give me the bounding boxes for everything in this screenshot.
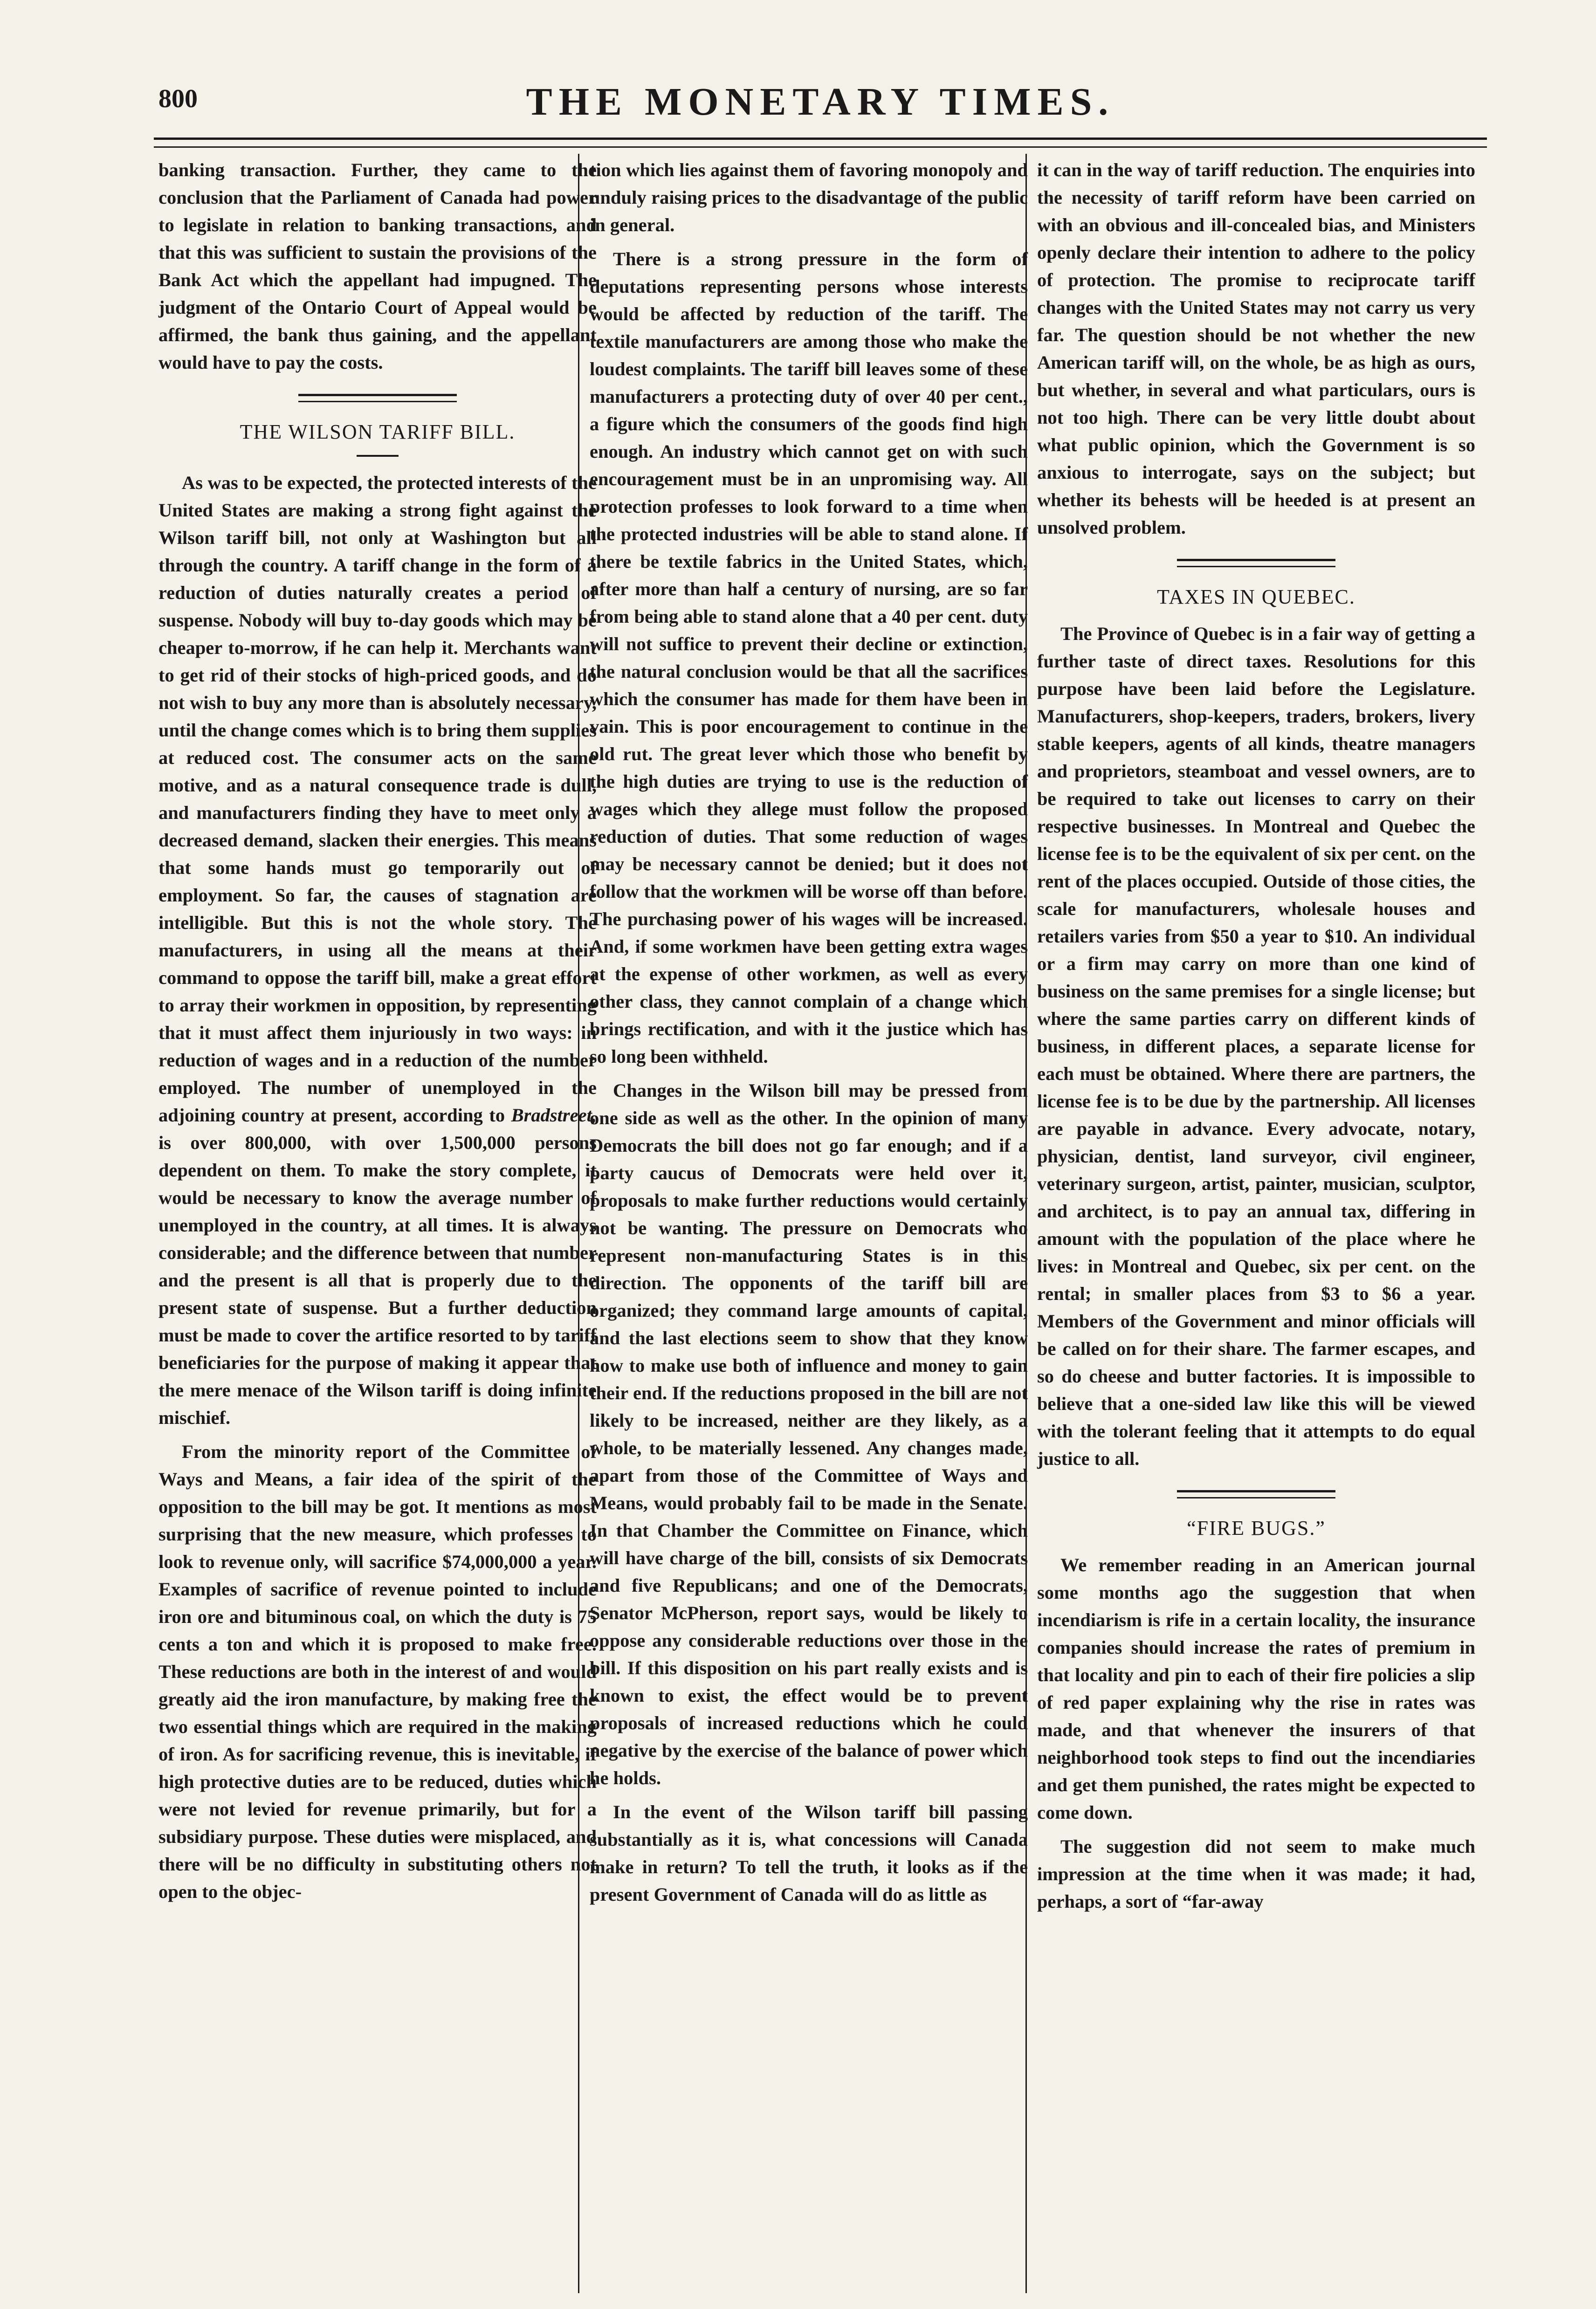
article-heading: TAXES IN QUEBEC. — [1157, 585, 1355, 608]
paragraph: From the minority report of the Committee of Ways and Means, a fair idea of the spirit of the opposition to the bill may be got. It mentions as most surprising that the new measure, which professes to look to revenue only, will sacrifice $74,000,000 a year. Examples of sacrifice of revenue pointed to include iron ore and bituminous coal, on which the duty is 75 cents a ton and which it is proposed to make free. These reductions are both in the interest of and would greatly aid the iron manufacture, by making free the two essential things which are required in the making of iron. As for sacrificing revenue, this is inevitable, if high protective duties are to be reduced, duties which were not levied for revenue primarily, but for a subsidiary purpose. These duties were misplaced, and there will be no difficulty in substituting others not open to the objec- — [158, 1441, 597, 1902]
paragraph-text: As was to be expected, the protected interests of the United States are making a strong fight against the Wilson tariff bill, not only at Washington but all through the country. A tariff change in the form of a reduction of duties naturally creates a period of suspense. Nobody will buy to-day goods which may be cheaper to-morrow, if he can help it. Merchants want to get rid of their stocks of high-priced goods, and do not wish to buy any more than is absolutely necessary, until the change comes which is to bring them supplies at reduced cost. The consumer acts on the same motive, and as a natural consequence trade is dull, and manufacturers finding they have to meet only a decreased demand, slacken their energies. This means that some hands must go temporarily out of employment. So far, the causes of stagnation are intelligible. But this is not the whole story. The manufacturers, in using all the means at their command to oppose the tariff bill, make a great effort to array their workmen in opposition, by representing that it must affect them injuriously in two ways: in reduction of wages and in a reduction of the number employed. The number of unemployed in the adjoining country at present, according to — [158, 472, 597, 1126]
paragraph: The suggestion did not seem to make much impression at the time when it was made; it had, perhaps, a sort of “far-away — [1037, 1836, 1475, 1912]
column-3 — [1037, 156, 1475, 1922]
paragraph-text: is over 800,000, with over 1,500,000 persons dependent on them. To make the story complete, it would be necessary to know the average number of unemployed in the country, at all times. It is always considerable; and the difference between that number and the present is all that is properly due to the present state of suspense. But a further deduction must be made to cover the artifice resorted to by tariff beneficiaries for the purpose of making it appear that the mere menace of the Wilson tariff is doing infinite mischief. — [158, 1132, 597, 1428]
column-1 — [158, 156, 597, 1912]
paragraph: There is a strong pressure in the form of deputations representing persons whose interests would be affected by reduction of the tariff. The textile manufacturers are among those who make the loudest complaints. The tariff bill leaves some of these manufacturers a protecting duty of over 40 per cent., a figure which the consumers of the goods find high enough. An industry which cannot get on with such encouragement must be in an unpromising way. All protection professes to look forward to a time when the protected industries will be able to stand alone. If there be textile fabrics in the United States, which, after more than half a century of nursing, are so far from being able to stand alone that a 40 per cent. duty will not suffice to prevent their decline or extinction, the natural conclusion would be that all the sacrifices which the consumer has made for them have been in vain. This is poor encouragement to continue in the old rut. The great lever which those who benefit by the high duties are trying to use is the reduction of wages which they allege must follow the proposed reduction of duties. That some reduction of wages may be necessary cannot be denied; but it does not follow that the workmen will be worse off than before. The purchasing power of his wages will be increased. And, if some workmen have been getting extra wages at the expense of other workmen, as well as every other class, they cannot complain of a change which brings rectification, and with it the justice which has so long been withheld. — [590, 248, 1028, 1067]
masthead-rule — [154, 137, 1487, 148]
section-divider — [1177, 559, 1335, 567]
paragraph — [158, 469, 597, 1431]
column-2 — [590, 156, 1028, 1915]
journal-title: THE MONETARY TIMES. — [526, 80, 1115, 124]
section-divider — [1177, 1490, 1335, 1498]
paragraph: Changes in the Wilson bill may be pressed from one side as well as the other. In the opinion of many Democrats the bill does not go far enough; and if a party caucus of Democrats were held over it, proposals to make further reductions would certainly not be wanting. The pressure on Democrats who represent non-manufacturing States is in this direction. The opponents of the tariff bill are organized; they command large amounts of capital, and the last elections seem to show that they know how to make use both of influence and money to gain their end. If the reductions proposed in the bill are not likely to be increased, neither are they likely, as a whole, to be materially lessened. Any changes made, apart from those of the Committee of Ways and Means, would probably fail to be made in the Senate. In that Chamber the Committee on Finance, which will have charge of the bill, consists of six Democrats and five Republicans; and one of the Democrats, Senator McPherson, report says, would be likely to oppose any considerable reductions over those in the bill. If this disposition on his part really exists and is known to exist, the effect would be to prevent proposals of increased reductions which he could negative by the exercise of the balance of power which he holds. — [590, 1080, 1028, 1788]
page-number: 800 — [158, 84, 198, 113]
heading-rule — [357, 455, 399, 457]
paragraph: it can in the way of tariff reduction. The enquiries into the necessity of tariff reform have been carried on with an obvious and ill-concealed bias, and Ministers openly declare their intention to adhere to the policy of protection. The promise to reciprocate tariff changes with the United States may not carry us very far. The question should be not whether the new American tariff will, on the whole, be as high as ours, but whether, in several and what particulars, ours is not too high. There can be very little doubt about what public opinion, which the Government is so anxious to interrogate, says on the subject; but whether its behests will be heeded is at present an unsolved problem. — [1037, 159, 1475, 538]
article-heading: “FIRE BUGS.” — [1187, 1517, 1326, 1539]
article-heading: THE WILSON TARIFF BILL. — [240, 420, 516, 443]
section-divider — [298, 394, 457, 402]
paragraph: The Province of Quebec is in a fair way of getting a further taste of direct taxes. Resolutions for this purpose have been laid before the Legislature. Manufacturers, shop-keepers, traders, brokers, livery stable keepers, agents of all kinds, theatre managers and proprietors, steamboat and vessel owners, are to be required to take out licenses to carry on their respective businesses. In Montreal and Quebec the license fee is to be the equivalent of six per cent. on the rent of the places occupied. Outside of those cities, the scale for manufacturers, wholesale houses and retailers varies from $50 a year to $10. An individual or a firm may carry on more than one kind of business on the same premises for a single license; but where the same parties carry on different kinds of business, in different places, a separate license for each must be obtained. Where there are partners, the license fee is to be due by the partnership. All licenses are payable in advance. Every advocate, notary, physician, dentist, land surveyor, civil engineer, veterinary surgeon, artist, painter, musician, sculptor, and architect, is to pay an annual tax, differing in amount with the population of the place where he lives: in Montreal and Quebec, six per cent. on the rental; in smaller places from $3 to $6 a year. Members of the Government and minor officials will be called on for their share. The farmer escapes, and so do cheese and butter factories. It is impossible to believe that a one-sided law like this will be viewed with the tolerant feeling that it attempts to do equal justice to all. — [1037, 623, 1475, 1469]
paragraph: banking transaction. Further, they came to the conclusion that the Parliament of Canada had power to legislate in relation to banking transactions, and that this was sufficient to sustain the provisions of the Bank Act which the appellant had impugned. The judgment of the Ontario Court of Appeal would be affirmed, the bank thus gaining, and the appellant would have to pay the costs. — [158, 159, 597, 373]
masthead — [158, 79, 1482, 131]
paragraph: tion which lies against them of favoring monopoly and unduly raising prices to the disadvantage of the public in general. — [590, 159, 1028, 235]
paragraph: We remember reading in an American journal some months ago the suggestion that when incendiarism is rife in a certain locality, the insurance companies should increase the rates of premium in that locality and pin to each of their fire policies a slip of red paper explaining why the rise in rates was made, and that whenever the insurers of that neighborhood took steps to find out the incendiaries and get them punished, the rates might be expected to come down. — [1037, 1554, 1475, 1823]
source-name: Bradstreet, — [511, 1105, 597, 1126]
paragraph: In the event of the Wilson tariff bill passing substantially as it is, what concessions will Canada make in return? To tell the truth, it looks as if the present Government of Canada will do as little as — [590, 1801, 1028, 1905]
